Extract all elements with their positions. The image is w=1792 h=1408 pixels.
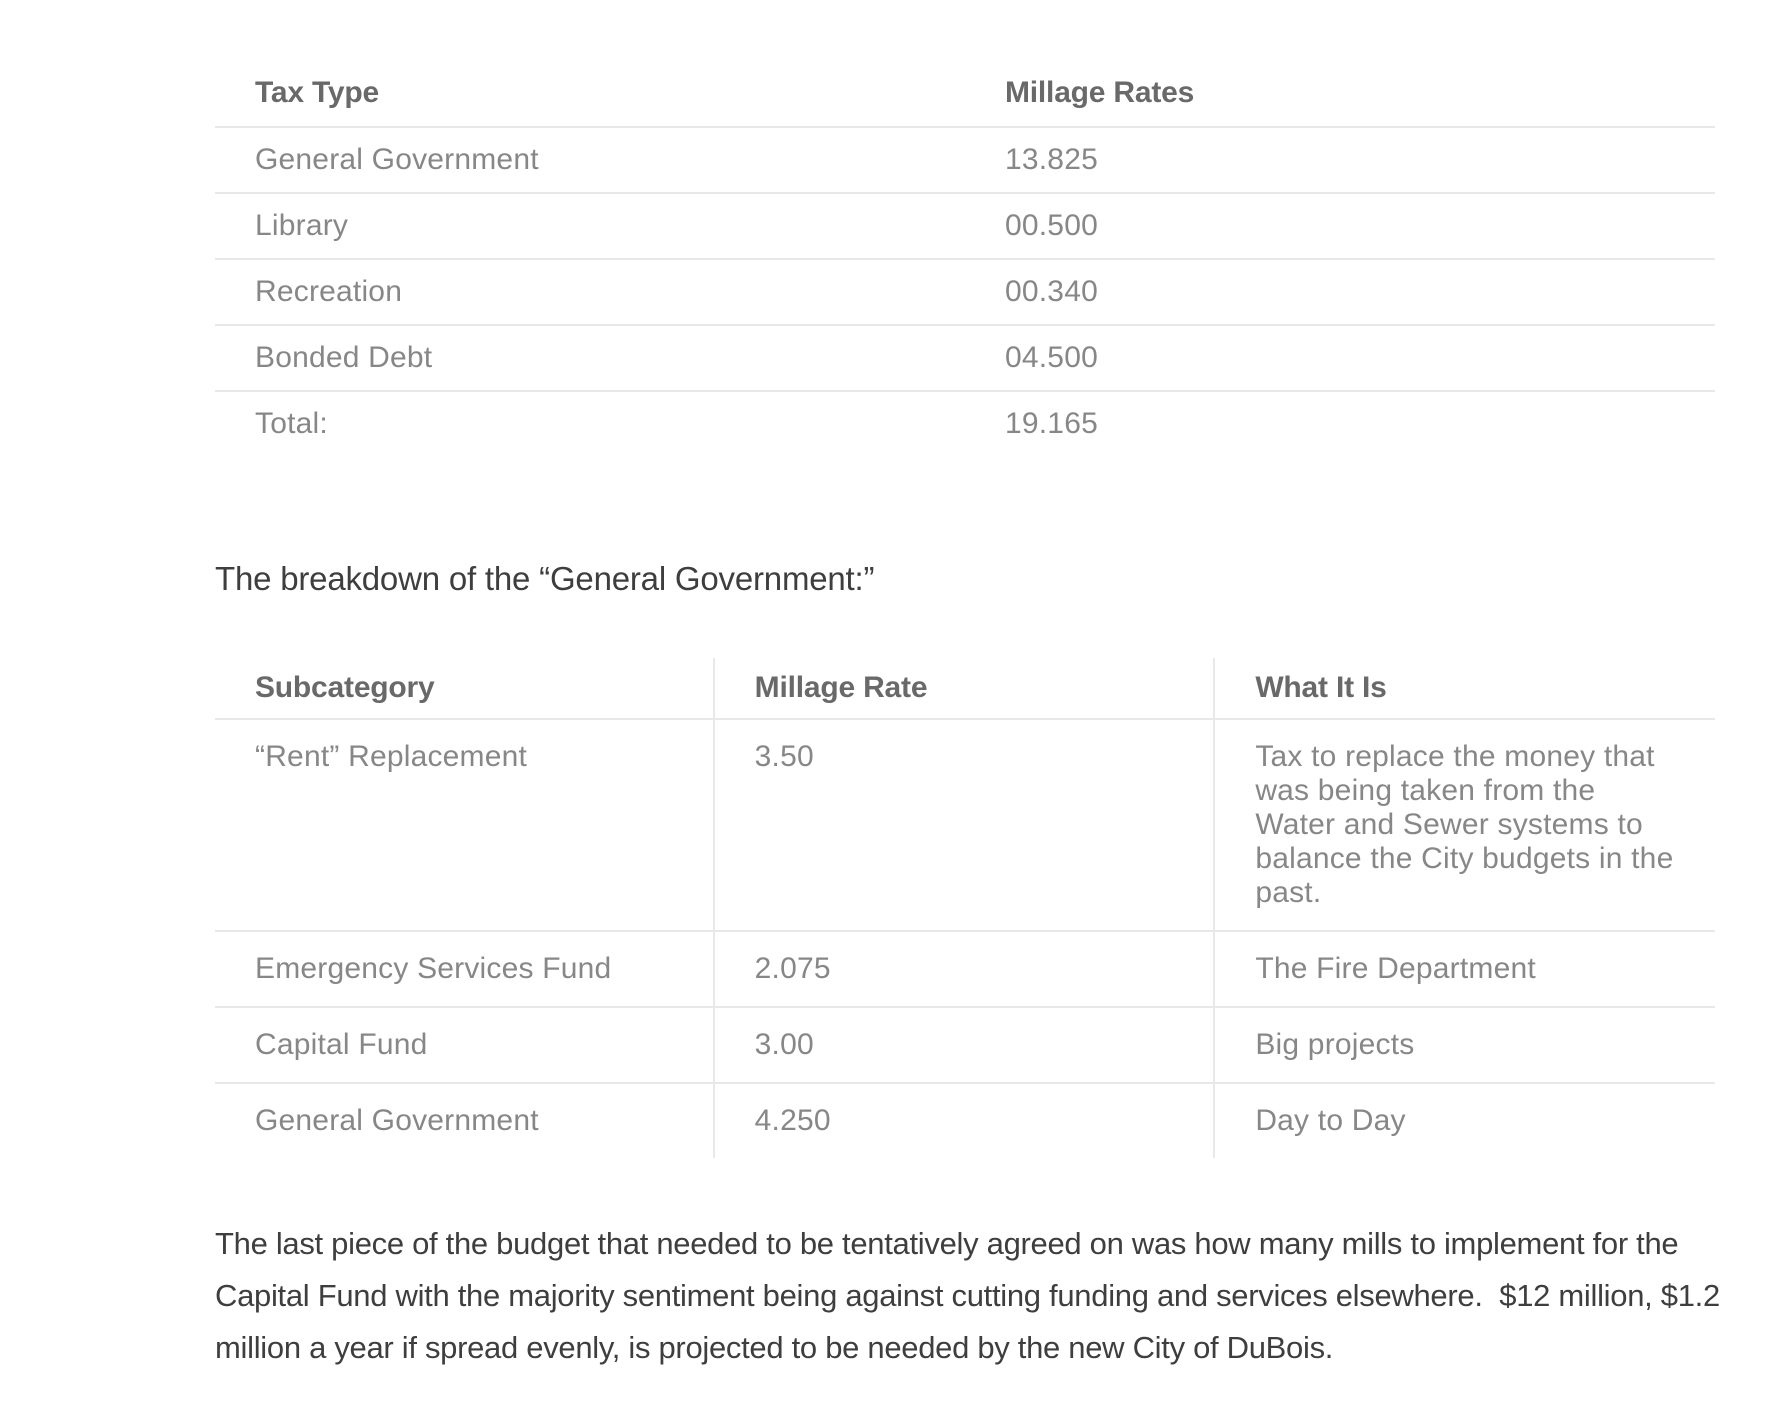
cell-subcategory: Capital Fund [215,1007,714,1083]
column-header-what-it-is: What It Is [1214,658,1715,719]
table-row [215,931,1715,1007]
table-row [215,193,1715,259]
cell-millage-rate: 3.00 [714,1007,1215,1083]
cell-subcategory: “Rent” Replacement [215,719,714,931]
table-header-row [215,60,1715,127]
table-row [215,259,1715,325]
cell-subcategory: Emergency Services Fund [215,931,714,1007]
cell-millage-rate: 00.500 [965,193,1715,259]
breakdown-heading: The breakdown of the “General Government:” [215,560,875,597]
column-header-tax-type: Tax Type [215,60,965,127]
cell-description: Big projects [1214,1007,1715,1083]
table-row [215,325,1715,391]
table-row [215,127,1715,193]
cell-millage-rate: 04.500 [965,325,1715,391]
table-header-row [215,658,1715,719]
table-row [215,1083,1715,1158]
cell-total-value: 19.165 [1005,407,1098,440]
document-page [215,0,1745,1374]
column-header-millage-rate: Millage Rate [714,658,1215,719]
cell-tax-type: Recreation [215,259,965,325]
table-row-total [215,391,1715,456]
column-header-millage-rates: Millage Rates [965,60,1715,127]
cell-millage-rate: 13.825 [965,127,1715,193]
breakdown-table [215,658,1715,1158]
table-row [215,719,1715,931]
closing-paragraph: The last piece of the budget that needed to be tentatively agreed on was how many mills to implement for the Capital Fund with the majority sentiment being against cutting funding and services elsewhere. $12 million, $1.2 million a year if spread evenly, is projected to be needed by the new City of DuBois. [215,1226,1729,1365]
cell-millage-rate: 3.50 [714,719,1215,931]
cell-total-label: Total: [255,407,328,440]
cell-subcategory: General Government [255,1104,539,1137]
cell-millage-rate: 00.340 [965,259,1715,325]
cell-tax-type: General Government [215,127,965,193]
cell-millage-rate: 4.250 [714,1083,1215,1158]
cell-tax-type: Bonded Debt [215,325,965,391]
cell-tax-type: Library [215,193,965,259]
millage-rates-table [215,60,1715,456]
table-row [215,1007,1715,1083]
cell-description: Tax to replace the money that was being taken from the Water and Sewer systems to balance the City budgets in the past. [1214,719,1715,931]
column-header-subcategory: Subcategory [215,658,714,719]
cell-description: The Fire Department [1214,931,1715,1007]
cell-description: Day to Day [1214,1083,1715,1158]
cell-millage-rate: 2.075 [714,931,1215,1007]
